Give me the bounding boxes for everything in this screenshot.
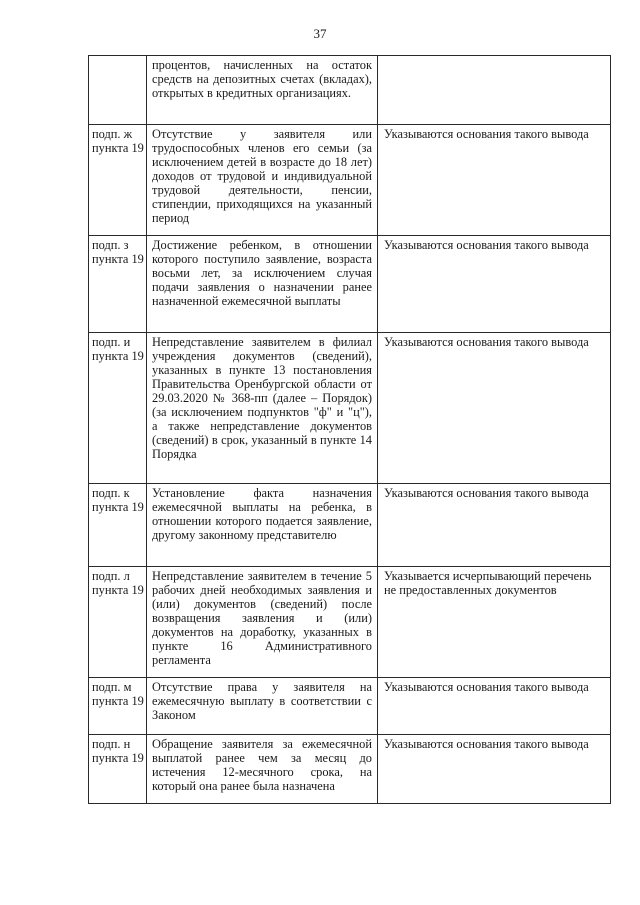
condition-cell: Непредставление заявителем в филиал учреждения документов (сведений), указанных в пункте 13 постановления Правительства Оренбургской области от 29.03.2020 № 368-пп (далее – Порядок) (за исключением подпунктов "ф" и "ц"), а также непредставление документов (сведений) в срок, указанный в пункте 14 Порядка xyxy=(147,333,378,484)
refusal-grounds-table xyxy=(88,55,611,804)
page-number: 37 xyxy=(313,26,327,41)
condition-cell: Достижение ребенком, в отношении которого поступило заявление, возраста восьми лет, за исключением случая подачи заявления о назначении ранее назначенной ежемесячной выплаты xyxy=(147,236,378,333)
result-cell: Указывается исчерпывающий перечень не предоставленных документов xyxy=(378,567,611,678)
subpoint-cell: подп. ж пункта 19 xyxy=(89,125,147,236)
table-row xyxy=(89,236,611,333)
subpoint-cell: подп. м пункта 19 xyxy=(89,678,147,735)
condition-cell: Установление факта назначения ежемесячной выплаты на ребенка, в отношении которого подается заявление, другому законному представителю xyxy=(147,484,378,567)
table-row xyxy=(89,484,611,567)
result-cell: Указываются основания такого вывода xyxy=(378,236,611,333)
result-cell: Указываются основания такого вывода xyxy=(378,125,611,236)
result-cell: Указываются основания такого вывода xyxy=(378,333,611,484)
result-cell: Указываются основания такого вывода xyxy=(378,735,611,804)
result-cell: Указываются основания такого вывода xyxy=(378,484,611,567)
subpoint-cell: подп. н пункта 19 xyxy=(89,735,147,804)
condition-cell: Отсутствие у заявителя или трудоспособных членов его семьи (за исключением детей в возрасте до 18 лет) доходов от трудовой и индивидуальной трудовой деятельности, пенсии, стипендии, приходящихся на указанный период xyxy=(147,125,378,236)
table-row xyxy=(89,56,611,125)
subpoint-cell: подп. л пункта 19 xyxy=(89,567,147,678)
table-row xyxy=(89,678,611,735)
table-row xyxy=(89,125,611,236)
subpoint-cell xyxy=(89,56,147,125)
table-row xyxy=(89,735,611,804)
condition-cell: Непредставление заявителем в течение 5 рабочих дней необходимых заявления и (или) документов (сведений) после возвращения заявления и (или) документов на доработку, указанных в пункте 16 Административного регламента xyxy=(147,567,378,678)
result-cell xyxy=(378,56,611,125)
table-row xyxy=(89,567,611,678)
result-cell: Указываются основания такого вывода xyxy=(378,678,611,735)
subpoint-cell: подп. з пункта 19 xyxy=(89,236,147,333)
condition-cell: процентов, начисленных на остаток средств на депозитных счетах (вкладах), открытых в кредитных организациях. xyxy=(147,56,378,125)
table-row xyxy=(89,333,611,484)
condition-cell: Обращение заявителя за ежемесячной выплатой ранее чем за месяц до истечения 12-месячного срока, на который она ранее была назначена xyxy=(147,735,378,804)
condition-cell: Отсутствие права у заявителя на ежемесячную выплату в соответствии с Законом xyxy=(147,678,378,735)
subpoint-cell: подп. и пункта 19 xyxy=(89,333,147,484)
subpoint-cell: подп. к пункта 19 xyxy=(89,484,147,567)
